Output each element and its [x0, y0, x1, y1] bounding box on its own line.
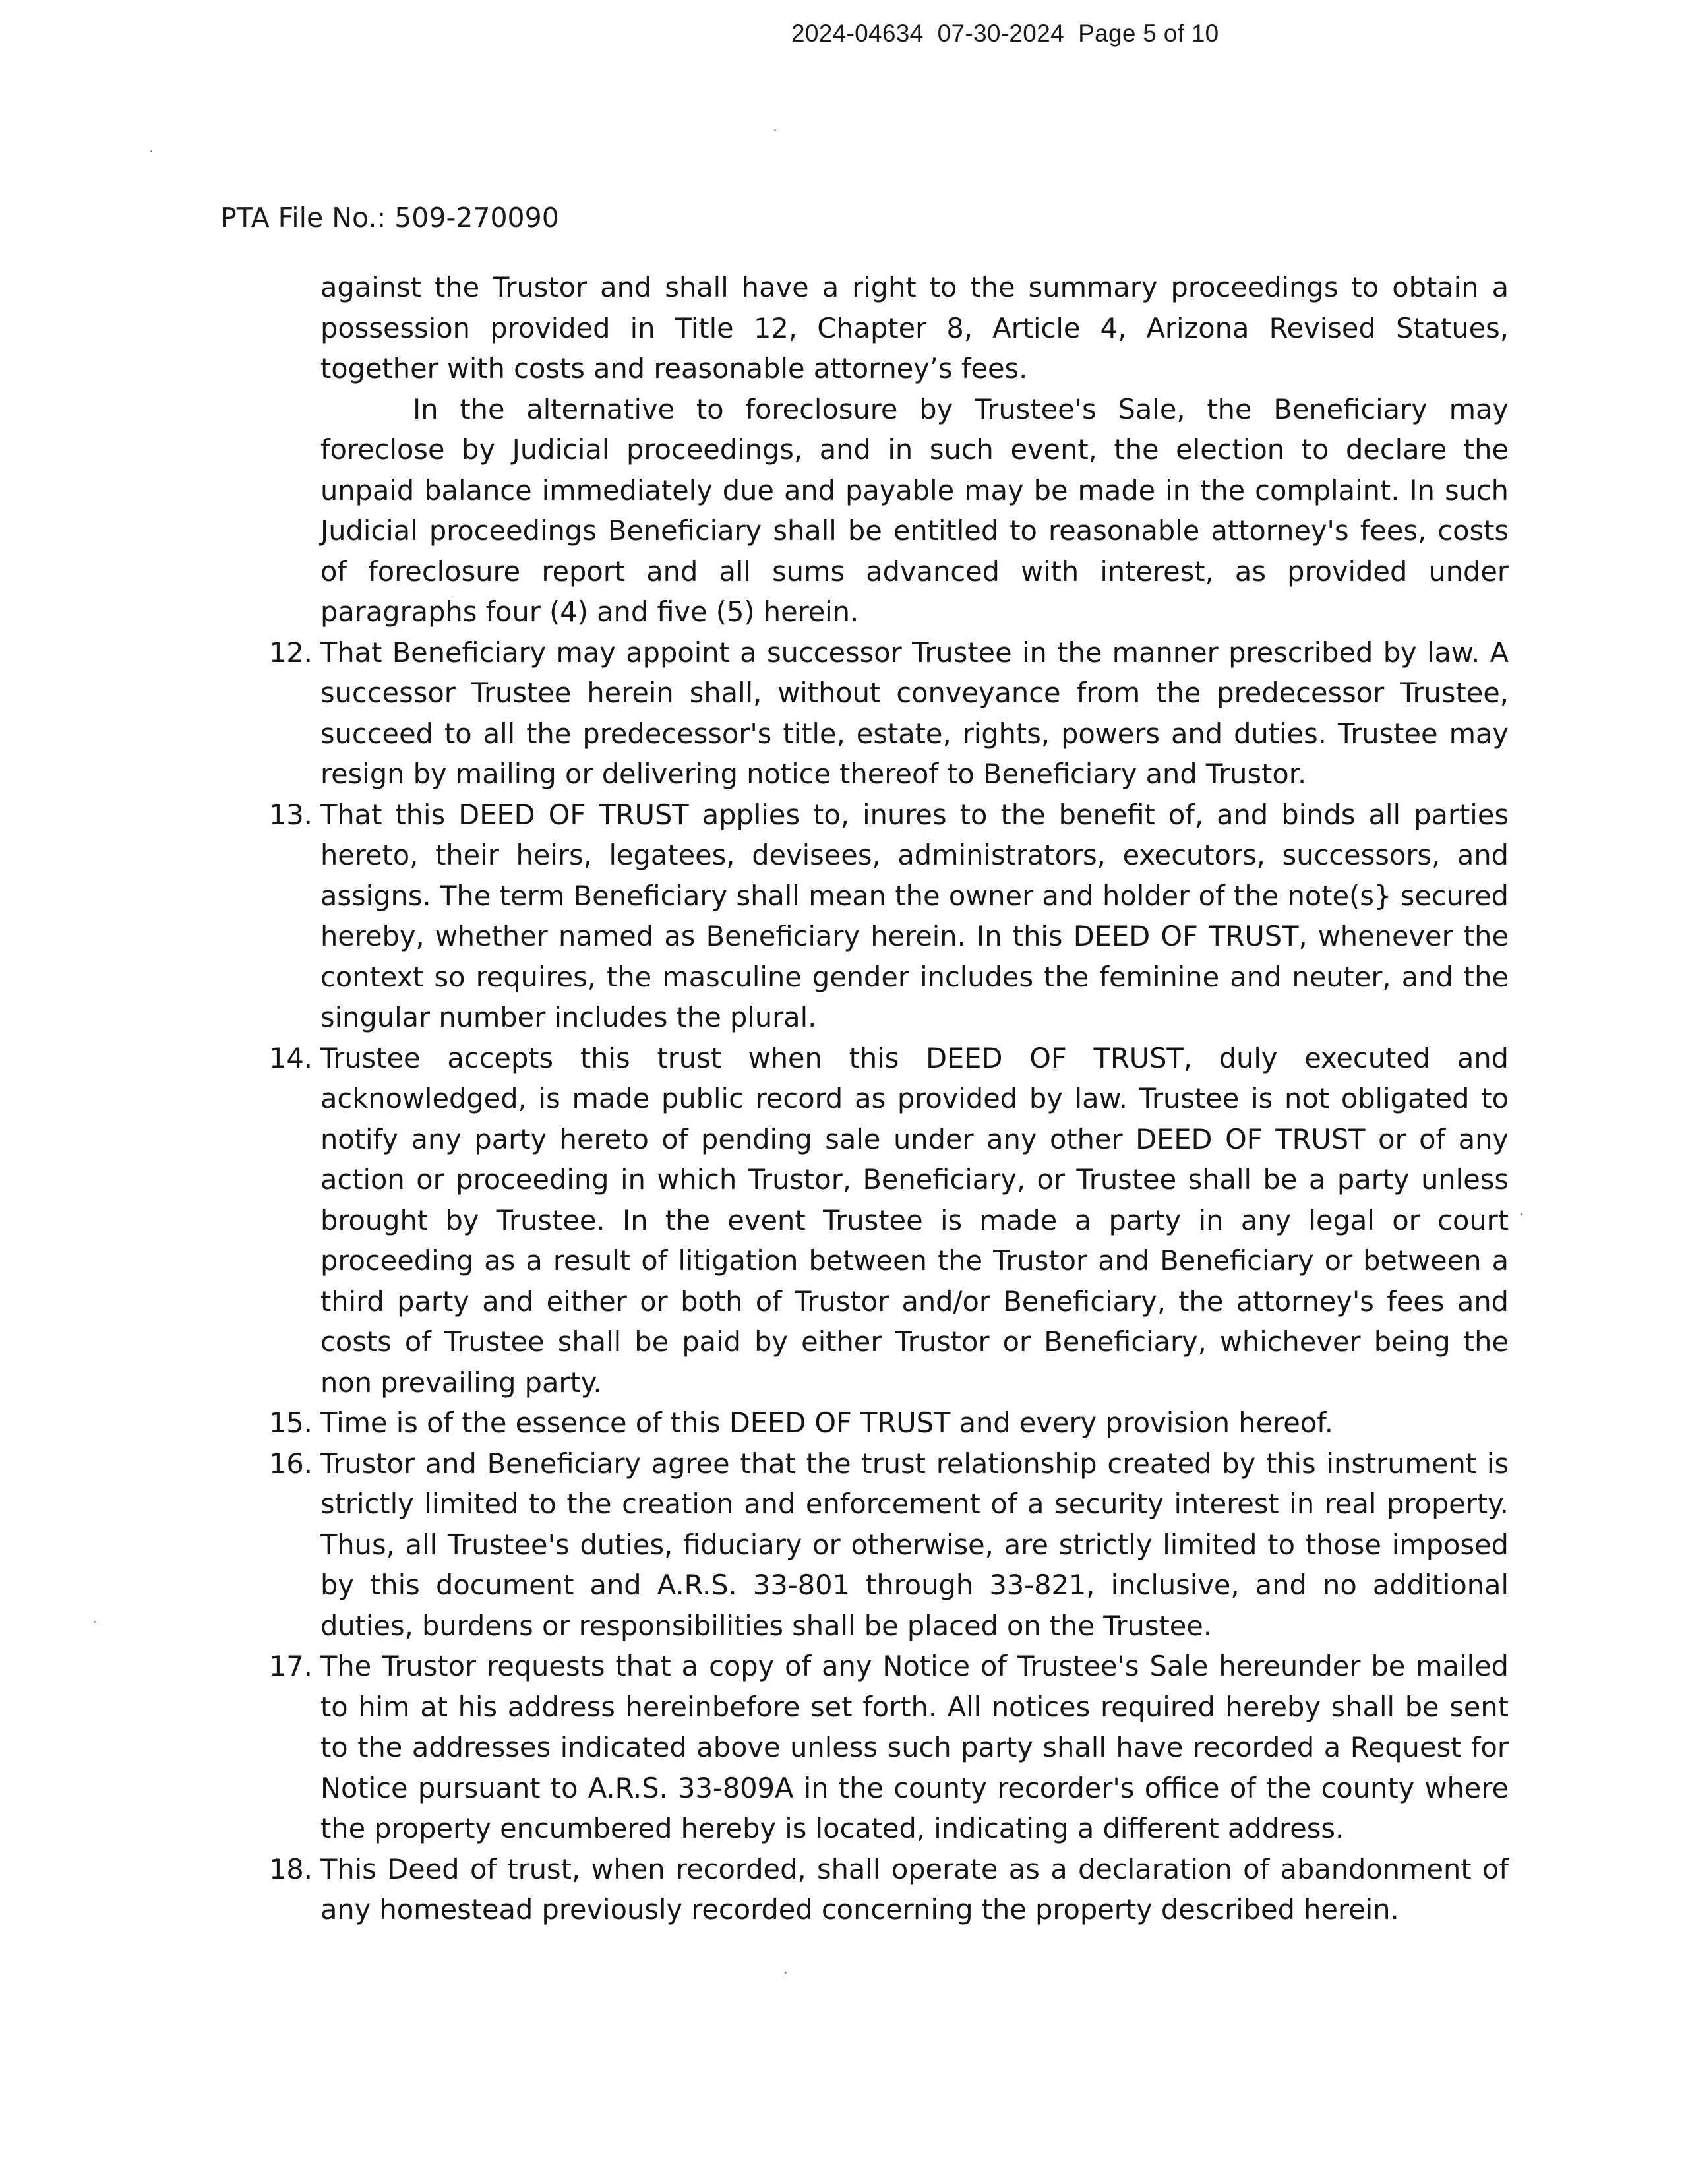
continuation-paragraph: against the Trustor and shall have a right to the summary proceedings to obtain a possession provided in Title 12, Chapter 8, Article 4, Arizona Revised Statues, together with costs and reasonable attorney’s fees.	[320, 271, 1509, 384]
document-body	[269, 267, 1509, 1930]
clause-text: Trustee accepts this trust when this DEED OF TRUST, duly executed and acknowledged, is made public record as provided by law. Trustee is not obligated to notify any party hereto of pending sale under any other DEED OF TRUST or of any action or proceeding in which Trustor, Beneficiary, or Trustee shall be a party unless brought by Trustee. In the event Trustee is made a party in any legal or court proceeding as a result of litigation between the Trustor and Beneficiary or between a third party and either or both of Trustor and/or Beneficiary, the attorney's fees and costs of Trustee shall be paid by either Trustor or Beneficiary, whichever being the non prevailing party.	[320, 1041, 1509, 1399]
clause-number: 12.	[269, 636, 313, 669]
scan-speck	[785, 1972, 787, 1974]
scan-speck	[150, 150, 152, 152]
clause-number: 18.	[269, 1852, 313, 1885]
clause-15	[269, 1403, 1509, 1443]
clause-text: That Beneficiary may appoint a successor Trustee in the manner prescribed by law. A successor Trustee herein shall, without conveyance from the predecessor Trustee, succeed to all the predecessor's title, estate, rights, powers and duties. Trustee may resign by mailing or delivering notice thereof to Beneficiary and Trustor.	[320, 636, 1509, 790]
clause-number: 15.	[269, 1407, 313, 1439]
clause-text: Trustor and Beneficiary agree that the trust relationship created by this instrument is strictly limited to the creation and enforcement of a security interest in real property. Thus, all Trustee's duties, fiduciary or otherwise, are strictly limited to those imposed by this document and A.R.S. 33-801 through 33-821, inclusive, and no additional duties, burdens or responsibilities shall be placed on the Trustee.	[320, 1447, 1509, 1642]
clause-18	[269, 1849, 1509, 1930]
clause-17	[269, 1646, 1509, 1849]
clause-14	[269, 1038, 1509, 1403]
scan-speck	[1521, 1213, 1522, 1215]
clause-text: Time is of the essence of this DEED OF TRUST and every provision hereof.	[320, 1407, 1333, 1439]
alternative-foreclosure-paragraph: In the alternative to foreclosure by Trustee's Sale, the Beneficiary may foreclose by Judicial proceedings, and in such event, the election to declare the unpaid balance immediately due and payable may be made in the complaint. In such Judicial proceedings Beneficiary shall be entitled to reasonable attorney's fees, costs of foreclosure report and all sums advanced with interest, as provided under paragraphs four (4) and five (5) herein.	[320, 392, 1509, 628]
scan-speck	[774, 129, 776, 131]
clause-text: The Trustor requests that a copy of any Notice of Trustee's Sale hereunder be mailed to him at his address hereinbefore set forth. All notices required hereby shall be sent to the addresses indicated above unless such party shall have recorded a Request for Notice pursuant to A.R.S. 33-809A in the county recorder's office of the county where the property encumbered hereby is located, indicating a different address.	[320, 1650, 1509, 1844]
clause-13	[269, 795, 1509, 1038]
clause-number: 13.	[269, 798, 313, 831]
scan-speck	[94, 1621, 96, 1623]
clause-text: That this DEED OF TRUST applies to, inures to the benefit of, and binds all parties hereto, their heirs, legatees, devisees, administrators, executors, successors, and assigns. The term Beneficiary shall mean the owner and holder of the note(s} secured hereby, whether named as Beneficiary herein. In this DEED OF TRUST, whenever the context so requires, the masculine gender includes the feminine and neuter, and the singular number includes the plural.	[320, 798, 1509, 1033]
clause-number: 14.	[269, 1041, 313, 1074]
pta-file-number: PTA File No.: 509-270090	[220, 202, 559, 233]
clause-text: This Deed of trust, when recorded, shall operate as a declaration of abandonment of any homestead previously recorded concerning the property described herein.	[320, 1852, 1509, 1926]
clause-number: 17.	[269, 1650, 313, 1682]
clause-12	[269, 632, 1509, 795]
recording-header: 2024-04634 07-30-2024 Page 5 of 10	[791, 20, 1219, 47]
clause-number: 16.	[269, 1447, 313, 1480]
clause-16	[269, 1443, 1509, 1647]
